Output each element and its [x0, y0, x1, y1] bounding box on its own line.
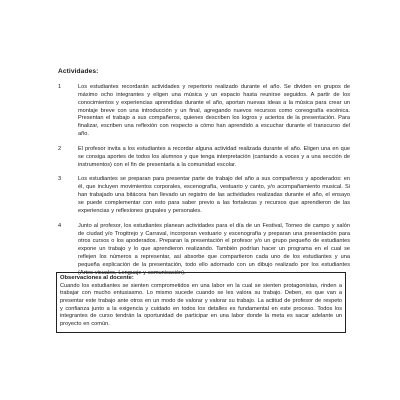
- item-number: 3: [58, 176, 62, 183]
- item-text: Los estudiantes se preparan para presentar parte de trabajo del año a sus compañeros y apoderados: en él, que incluyen movimientos corporales, escenografía, vestuario y canto, y/o acompañamiento musical. Si han trabajado una bitácora han llevado un registro de las actividades realizadas durante el año, el ensayo se puede complementar con esto para saber previo a las fortalezas y recursos que aprendieron de las experiencias y reflexiones grupales y personales.: [78, 176, 350, 214]
- item-number: 4: [58, 222, 62, 229]
- teacher-notes-title: Observaciones al docente:: [60, 275, 134, 281]
- item-text: Los estudiantes recordarán actividades y repertorio realizado durante el año. Se dividen en grupos de máximo ocho integrantes y eligen una música y un espacio hasta reunirse seguidos. A partir de los conocimientos y experiencias aprendidas durante el año, aportan nuevas ideas a la música para crear un montaje breve con una introducción y un final, agregando nuevos recursos como coreografía escénica. Presentan el trabajo a sus compañeros, quienes describen los logros y aciertos de la presentación. Para finalizar, escriben una reflexión con respecto a cómo han aprendido a escuchar durante el transcurso del año.: [78, 84, 350, 138]
- teacher-notes-box: [56, 272, 346, 333]
- list-item: [58, 146, 350, 170]
- list-item: [58, 223, 350, 278]
- list-item: [58, 176, 350, 215]
- item-text: El profesor invita a los estudiantes a recordar alguna actividad realizada durante el año. Eligen una en que se consiga aportes de todos los alumnos y que tenga interpretación (cantando a voces y a una sección de instrumentos) con el fin de presentarla a la comunidad escolar.: [78, 145, 350, 168]
- activities-list: [58, 84, 350, 285]
- list-item: [58, 84, 350, 139]
- item-text: Junto al profesor, los estudiantes planean actividades para el día de un Festival, Torneo de campo y salón de ciudad y/o Trogitrejo y Carraval, incorporan vestuario y escenografía y preparan una presentación para otros cursos o los apoderados. Preparan la presentación el profesor y/o un grupo pequeño de estudiantes expone un trabajo y lo que aprendieron realizando. También podrían hacer un programa en el cual se reflejen los números a representar, así absorbe que compartieron cada uno de los estudiantes y una pequeña explicación de la presentación, todo ello adornado con un dibujo realizado por los estudiantes (Artes visuales, Lenguaje y comunicación).: [78, 222, 350, 276]
- item-number: 2: [58, 145, 62, 152]
- activities-heading: Actividades:: [58, 68, 99, 75]
- teacher-notes-text: Cuando los estudiantes se sienten comprometidos en una labor en la cual se sienten protagonistas, rinden a trabajar con mucho entusiasmo. Lo mismo sucede cuando se les valora su trabajo. Deben, es que van a presentar este trabajo ante otros en un modo de valorar y valorar su trabajo. La actitud de profesor de respeto y confianza junto a la exigencia y cuidado en todos los detalles es fundamental en este proceso. Todos los integrantes de curso tendrán la oportunidad de participar en una labor donde la meta es sacar adelante un proyecto en común.: [60, 282, 342, 328]
- item-number: 1: [58, 84, 62, 90]
